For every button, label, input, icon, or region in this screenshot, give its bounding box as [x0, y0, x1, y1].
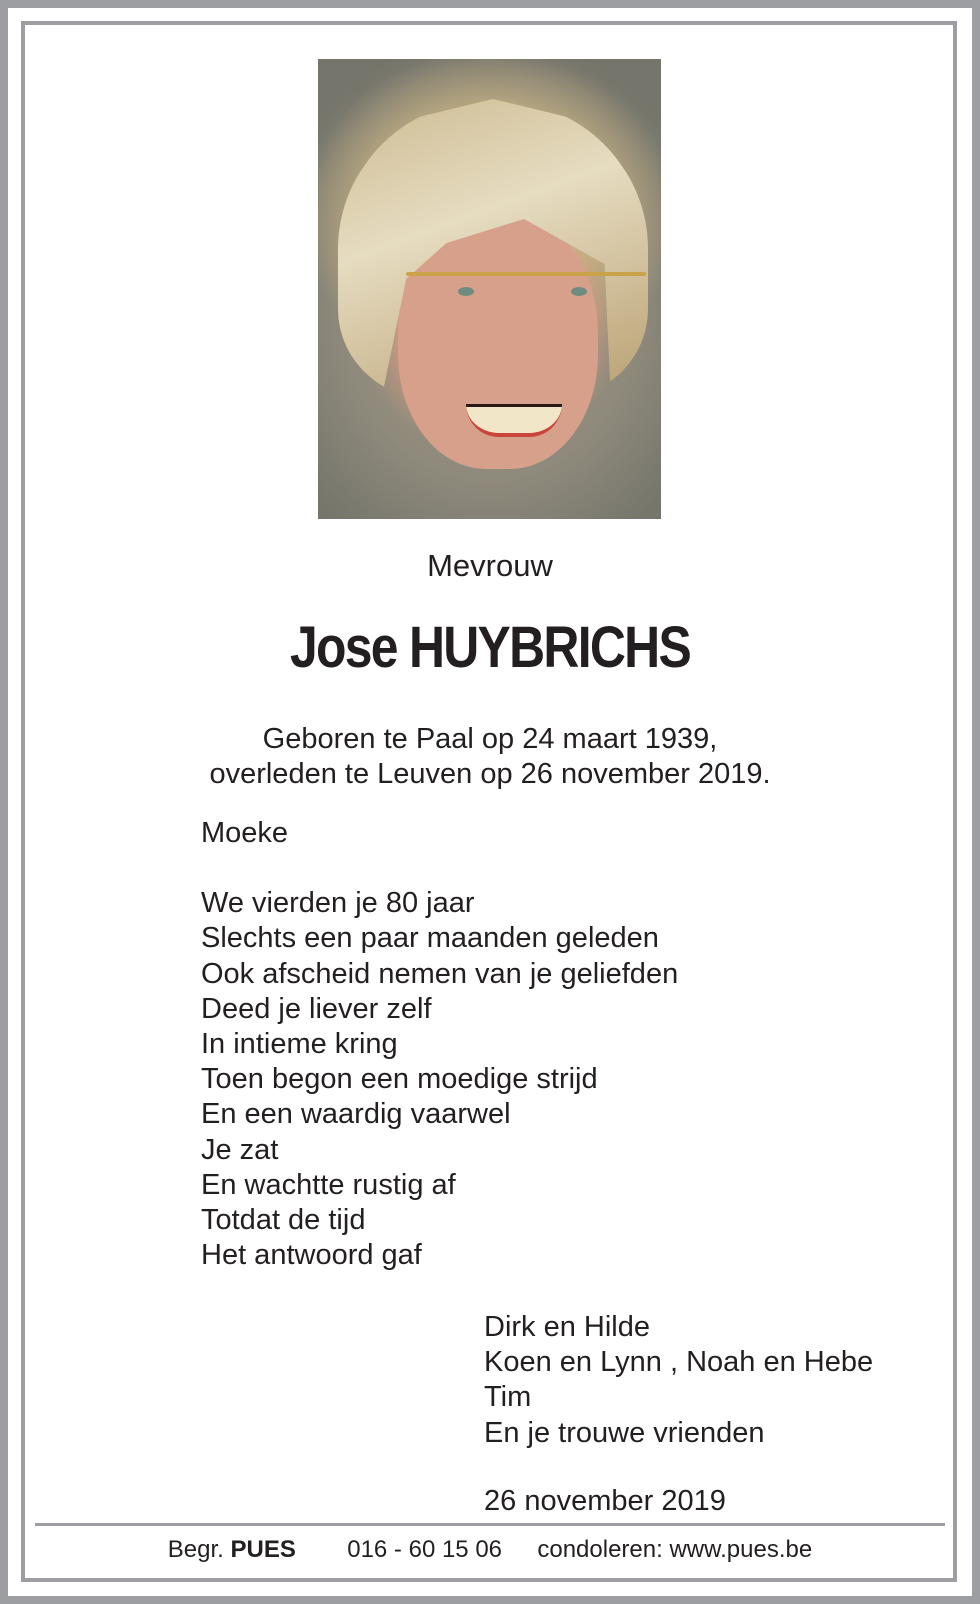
footer-divider: [35, 1523, 945, 1526]
family-line: En je trouwe vrienden: [484, 1416, 765, 1449]
photo-eye-left: [458, 287, 474, 296]
footer-prefix: Begr.: [167, 1536, 224, 1563]
family-line: Koen en Lynn , Noah en Hebe: [484, 1346, 874, 1379]
footer: [0, 1536, 980, 1564]
poem-line: Ook afscheid nemen van je geliefden: [201, 957, 679, 990]
deceased-name: Jose HUYBRICHS: [289, 615, 691, 680]
poem: [201, 816, 678, 1273]
funeral-company: PUES: [230, 1536, 296, 1563]
photo-glasses: [406, 272, 646, 276]
poem-line: En wachtte rustig af: [201, 1168, 456, 1201]
footer-phone: 016 - 60 15 06: [347, 1536, 503, 1563]
poem-spacer: [201, 851, 678, 886]
poem-line: Totdat de tijd: [201, 1204, 366, 1237]
poem-line: Je zat: [201, 1133, 279, 1166]
poem-line: Deed je liever zelf: [201, 992, 432, 1025]
family-line: Dirk en Hilde: [484, 1311, 650, 1343]
poem-title: Moeke: [201, 817, 289, 849]
poem-line: In intieme kring: [201, 1028, 398, 1061]
portrait-photo: [318, 59, 661, 519]
death-line: overleden te Leuven op 26 november 2019.: [209, 758, 771, 790]
poem-line: Het antwoord gaf: [201, 1239, 422, 1272]
family-line: Tim: [484, 1381, 532, 1414]
birth-death-dates: [0, 722, 980, 792]
poem-line: We vierden je 80 jaar: [201, 887, 475, 920]
notice-date: 26 november 2019: [484, 1485, 726, 1517]
salutation: Mevrouw: [427, 548, 553, 583]
condolences-link[interactable]: condoleren: www.pues.be: [537, 1536, 813, 1563]
poem-line: Slechts een paar maanden geleden: [201, 922, 659, 955]
family-signatures: [484, 1310, 873, 1451]
poem-line: En een waardig vaarwel: [201, 1098, 511, 1131]
poem-line: Toen begon een moedige strijd: [201, 1063, 598, 1096]
birth-line: Geboren te Paal op 24 maart 1939,: [262, 723, 718, 755]
photo-eye-right: [571, 287, 587, 296]
